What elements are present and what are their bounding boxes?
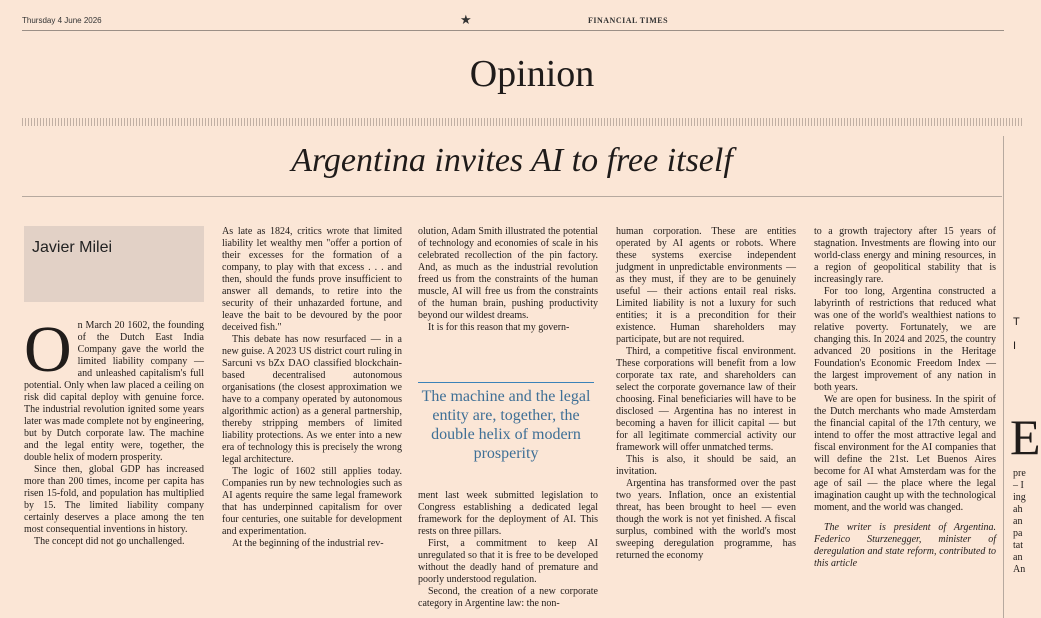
issue-date: Thursday 4 June 2026 [22, 16, 102, 25]
paragraph: At the beginning of the industrial rev- [232, 538, 384, 549]
paragraph: This is also, it should be said, an invitation. [616, 454, 796, 477]
column-divider [1003, 136, 1004, 618]
byline-box [24, 226, 204, 302]
article-headline: Argentina invites AI to free itself [291, 142, 733, 179]
paragraph: ment last week submitted legislation to Congress establishing a dedicated legal framework for the deployment of AI. This rests on three pillars. [418, 490, 598, 537]
paragraph: The logic of 1602 still applies today. Companies run by new technologies such as AI agents require the same legal framework that has underpinned capitalism for over four centuries, one suitable for development and experimentation. [222, 466, 402, 537]
adjacent-text-line: tat [1013, 540, 1023, 551]
paragraph: It is for this reason that my govern- [428, 322, 570, 333]
adjacent-text-line: ah [1013, 504, 1023, 515]
article-column-1 [24, 313, 204, 618]
article-column-3-top [418, 226, 598, 360]
adjacent-text-line: An [1013, 564, 1026, 575]
paragraph: Since then, global GDP has increased more than 200 times, income per capita has risen 15-fold, and population has multiplied by 15. The limited liability company certainly deserves a place among the ten most consequential inventions in history. [24, 464, 204, 535]
paragraph: For too long, Argentina constructed a labyrinth of restrictions that reduced what was one of the world's wealthiest nations to relative poverty. Fortunately, we are changing this. In 2024 and 2025, the country advanced 20 positions in the Heritage Foundation's Economic Freedom Index — the largest improvement of any nation in both years. [814, 286, 996, 393]
paragraph: human corporation. These are entities operated by AI agents or robots. Where these systems exercise independent judgment in unpredictable environments — as they must, if they are to be genuinely useful — their actions entail real risks. Limited liability is not a luxury for such entities; it is a precondition for their existence. Human shareholders may participate, but are not required. [616, 226, 796, 345]
page-header [22, 10, 1004, 31]
article-column-3-bottom [418, 490, 598, 618]
star-icon: ★ [460, 12, 472, 27]
paragraph: The concept did not go unchallenged. [34, 536, 185, 547]
paragraph: On March 20 1602, the founding of the Dutch East India Company gave the world the limited liability company — and unleashed capitalism's full potential. Only when law placed a ceiling on risk did capital deploy with genuine force. The industrial revolution ignited some years later was made complete not by engineering, but by Dutch corporate law. The machine and the legal entity were, together, the double helix of modern prosperity. [24, 313, 204, 463]
adjacent-text-line: pre [1013, 468, 1026, 479]
article-column-4 [616, 226, 796, 618]
paragraph: First, a commitment to keep AI unregulated so that it is free to be developed without the deadly hand of premature and poorly understood regulation. [418, 538, 598, 585]
author-name: Javier Milei [32, 239, 113, 256]
adjacent-text-line: pa [1013, 528, 1023, 539]
paragraph: olution, Adam Smith illustrated the potential of technology and economies of scale in his celebrated recollection of the pin factory. And, as much as the industrial revolution freed us from the constraints of the human muscle, AI will free us from the constraints of the human brain, pushing productivity beyond our wildest dreams. [418, 226, 598, 321]
adjacent-dropcap: E [1010, 409, 1041, 465]
headline-rule [22, 196, 1002, 197]
paragraph: Argentina has transformed over the past two years. Inflation, once an existential threat, has been brought to heel — even though the work is not yet finished. A fiscal surplus, combined with the world's most sweeping deregulation programme, has returned the economy [616, 478, 796, 561]
masthead: FINANCIAL TIMES [588, 16, 669, 25]
adjacent-text-line: ing [1013, 492, 1026, 503]
adjacent-headline-fragment: T [1013, 316, 1020, 328]
adjacent-text-line: – I [1013, 480, 1024, 491]
pull-quote: The machine and the legal entity are, together, the double helix of modern prosperity [418, 382, 594, 463]
paragraph: to a growth trajectory after 15 years of stagnation. Investments are flowing into our world-class energy and mining resources, in a region of geopolitical stability that is increasingly rare. [814, 226, 996, 285]
paragraph: We are open for business. In the spirit of the Dutch merchants who made Amsterdam the financial capital of the 17th century, we intend to offer the most attractive legal and fiscal environment for the AI companies that will define the 21st. Let Buenos Aires become for AI what Amsterdam was for the age of sail — the place where the legal imagination caught up with the technological moment, and the world was changed. [814, 394, 996, 513]
paragraph: This debate has now resurfaced — in a new guise. A 2023 US district court ruling in Sarcuni vs bZx DAO classified blockchain-based decentralised autonomous organisations (the closest approximation we have to a company operated by autonomous algorithmic action) as a general partnership, thereby stripping members of limited liability protections. As we enter into a new era of technology this is precisely the wrong legal architecture. [222, 334, 402, 465]
adjacent-text-line: an [1013, 552, 1023, 563]
section-title: Opinion [469, 53, 595, 95]
author-credit: The writer is president of Argentina. Federico Sturzenegger, minister of deregulation and state reform, contributed to this article [814, 522, 996, 569]
article-column-2 [222, 226, 402, 618]
paragraph: Third, a competitive fiscal environment. These corporations will benefit from a low corporate tax rate, and shareholders can select the corporate governance law of their choosing. Final beneficiaries will have to be disclosed — Argentina has no interest in becoming a haven for illicit capital — but for all legitimate commercial activity our framework will offer unmatched terms. [616, 346, 796, 453]
article-column-5 [814, 226, 996, 618]
adjacent-text-line: an [1013, 516, 1023, 527]
paragraph: Second, the creation of a new corporate category in Argentine law: the non- [418, 586, 598, 609]
paragraph: As late as 1824, critics wrote that limited liability let wealthy men "offer a portion of their excesses for the formation of a company, to play with that excess . . . and then, should the funds prove insufficient to answer all demands, to retire into the security of their unhazarded fortune, and leave the bait to be devoured by the poor deceived fish." [222, 226, 402, 333]
dotted-rule [22, 118, 1024, 126]
adjacent-article-fragment [1007, 316, 1041, 618]
drop-cap: O [24, 313, 72, 386]
adjacent-headline-fragment: I [1013, 340, 1017, 352]
